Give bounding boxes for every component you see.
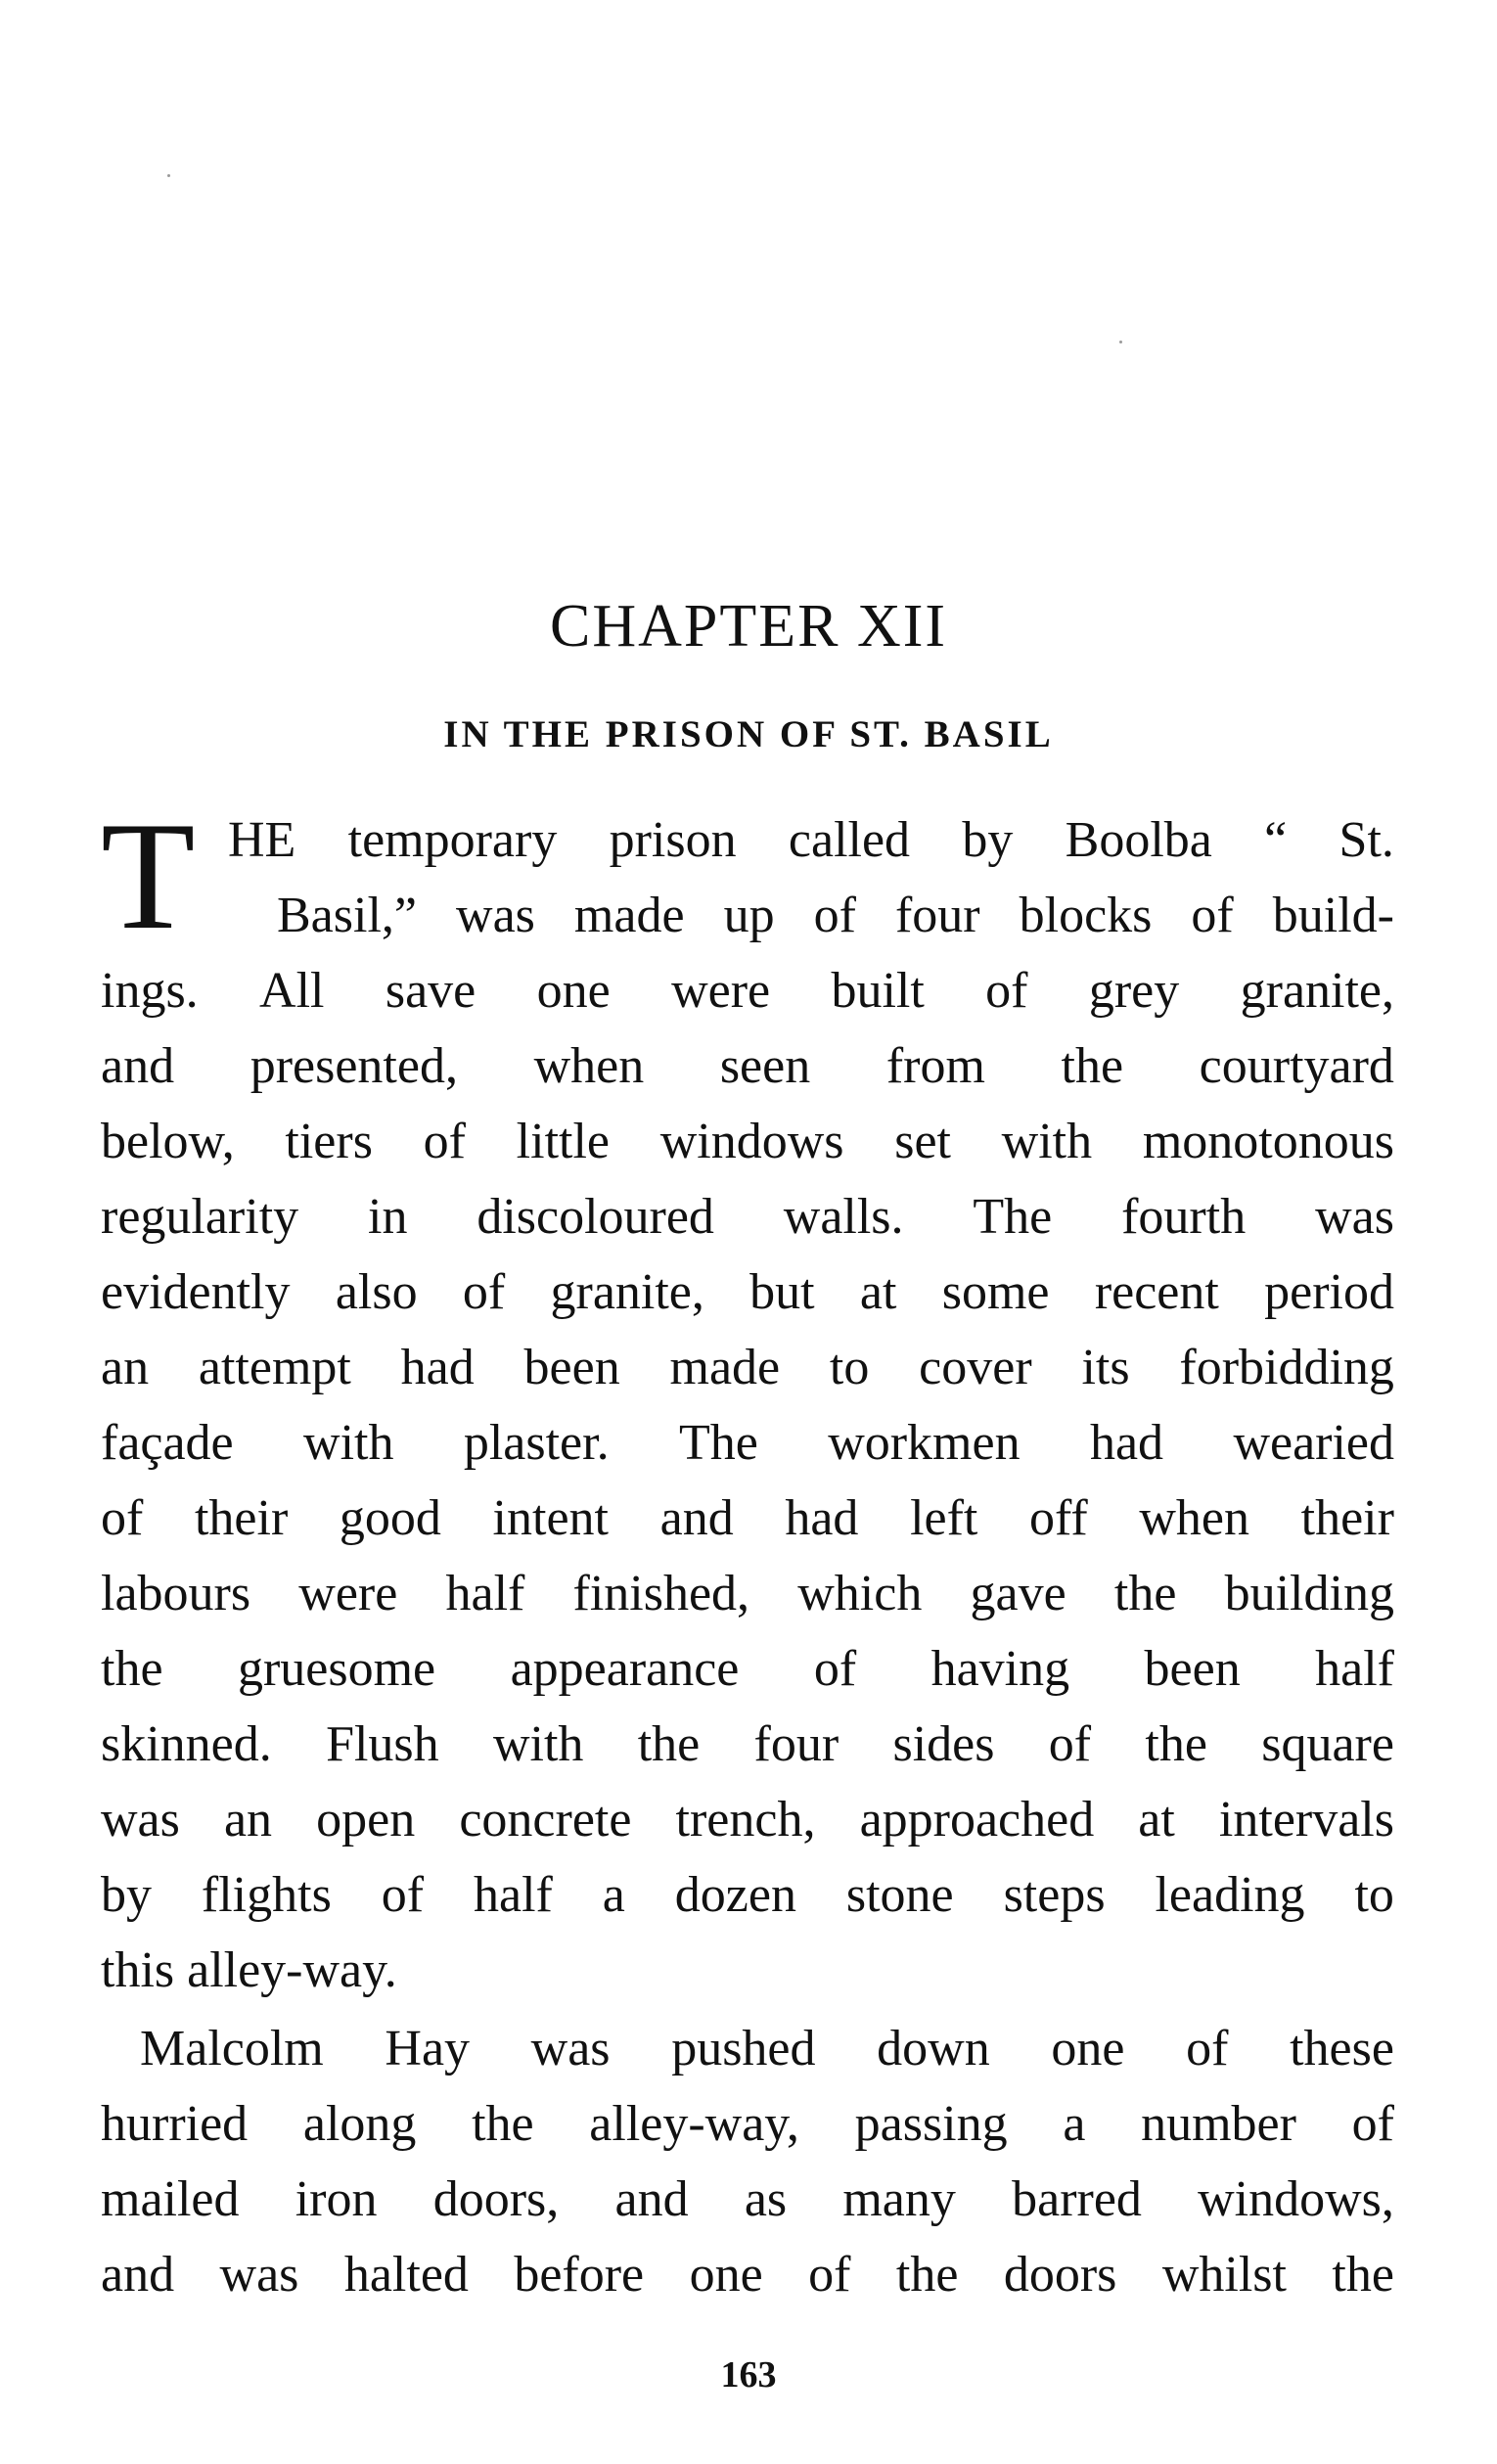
word: concrete: [459, 1792, 632, 1848]
text-line: [101, 1707, 1394, 1782]
word: called: [788, 812, 911, 868]
word: build-: [1272, 888, 1394, 943]
word: of: [1048, 1716, 1092, 1772]
text-line: [101, 1104, 1394, 1179]
word: before: [514, 2247, 645, 2303]
word: was: [456, 888, 535, 943]
text-line: [101, 802, 1394, 878]
word: save: [385, 963, 476, 1019]
word: of: [1351, 2096, 1394, 2152]
page-number: 163: [720, 2354, 777, 2396]
paper-speck: [167, 174, 170, 177]
word: when: [1139, 1490, 1249, 1546]
word: the: [472, 2096, 534, 2152]
word: The: [973, 1189, 1053, 1245]
word: one: [1051, 2021, 1125, 2076]
word: gruesome: [237, 1641, 436, 1697]
word: had: [1089, 1415, 1164, 1471]
word: which: [797, 1566, 923, 1621]
word: of: [813, 888, 856, 943]
word: had: [785, 1490, 859, 1546]
text-line: [101, 1857, 1394, 1933]
word: made: [669, 1340, 781, 1395]
word: made: [573, 888, 685, 943]
word: had: [400, 1340, 475, 1395]
word: half: [1315, 1641, 1394, 1697]
body-text: [101, 791, 1394, 2312]
word: gave: [970, 1566, 1066, 1621]
word: square: [1261, 1716, 1394, 1772]
paragraph-1: [101, 791, 1394, 2008]
word: of: [381, 1867, 425, 1923]
word: by: [101, 1867, 152, 1923]
word: Basil,”: [277, 888, 417, 943]
word: half: [474, 1867, 553, 1923]
word: doors: [1003, 2247, 1117, 2303]
text-line: [101, 1179, 1394, 1255]
text-line: [101, 1782, 1394, 1857]
chapter-title: CHAPTER XII: [549, 593, 948, 660]
word: off: [1029, 1490, 1088, 1546]
text-line: [101, 2086, 1394, 2162]
word: of: [423, 1114, 466, 1169]
word: been: [1144, 1641, 1241, 1697]
word: one: [689, 2247, 763, 2303]
word: plaster.: [463, 1415, 610, 1471]
word: their: [194, 1490, 289, 1546]
word: built: [831, 963, 925, 1019]
word: courtyard: [1199, 1038, 1394, 1094]
word: Malcolm: [140, 2021, 324, 2076]
word: four: [753, 1716, 839, 1772]
word: along: [302, 2096, 417, 2152]
word: Boolba: [1065, 812, 1212, 868]
word: ings.: [101, 963, 199, 1019]
text-line: [101, 878, 1394, 953]
word: regularity: [101, 1189, 299, 1245]
word: stone: [845, 1867, 954, 1923]
word: little: [516, 1114, 610, 1169]
word: to: [829, 1340, 870, 1395]
word: and: [614, 2171, 689, 2227]
word: four: [894, 888, 980, 943]
text-line: [101, 1556, 1394, 1631]
word: seen: [719, 1038, 811, 1094]
word: was: [219, 2247, 299, 2303]
word: building: [1224, 1566, 1394, 1621]
word: attempt: [198, 1340, 351, 1395]
word: prison: [609, 812, 737, 868]
text-line: [101, 1028, 1394, 1104]
text-line: [101, 1255, 1394, 1330]
word: windows,: [1198, 2171, 1394, 2227]
word: blocks: [1019, 888, 1153, 943]
word: good: [339, 1490, 441, 1546]
text-line: [101, 1405, 1394, 1481]
word: of: [101, 1490, 144, 1546]
word: of: [813, 1641, 857, 1697]
word: granite,: [550, 1264, 704, 1320]
word: skinned.: [101, 1716, 272, 1772]
word: finished,: [572, 1566, 750, 1621]
paragraph-2: [101, 2011, 1394, 2312]
word: sides: [892, 1716, 995, 1772]
word: Hay: [385, 2021, 471, 2076]
word: its: [1081, 1340, 1130, 1395]
word: evidently: [101, 1264, 291, 1320]
word: as: [744, 2171, 788, 2227]
word: of: [808, 2247, 851, 2303]
word: number: [1141, 2096, 1296, 2152]
word: walls.: [783, 1189, 904, 1245]
word: intent: [492, 1490, 609, 1546]
drop-cap: T: [101, 791, 196, 962]
word: an: [223, 1792, 273, 1848]
word: an: [101, 1340, 150, 1395]
word: mailed: [101, 2171, 240, 2227]
word: alley-way,: [589, 2096, 799, 2152]
word: but: [749, 1264, 815, 1320]
word: at: [1138, 1792, 1175, 1848]
word: recent: [1094, 1264, 1219, 1320]
word: St.: [1338, 812, 1394, 868]
word: a: [602, 1867, 625, 1923]
word: grey: [1088, 963, 1180, 1019]
word: was: [1315, 1189, 1394, 1245]
word: pushed: [671, 2021, 816, 2076]
word: iron: [295, 2171, 378, 2227]
word: many: [842, 2171, 956, 2227]
word: All: [259, 963, 325, 1019]
text-line: [101, 953, 1394, 1028]
word: trench,: [675, 1792, 816, 1848]
text-line: this alley-way.: [101, 1942, 397, 1998]
word: of: [985, 963, 1028, 1019]
word: cover: [919, 1340, 1032, 1395]
word: left: [910, 1490, 978, 1546]
word: with: [303, 1415, 394, 1471]
word: approached: [859, 1792, 1095, 1848]
word: leading: [1155, 1867, 1305, 1923]
word: the: [1145, 1716, 1207, 1772]
text-line: [101, 2237, 1394, 2312]
word: labours: [101, 1566, 251, 1621]
word: and: [659, 1490, 734, 1546]
word: granite,: [1240, 963, 1394, 1019]
text-line: [101, 1481, 1394, 1556]
word: workmen: [828, 1415, 1021, 1471]
word: the: [1061, 1038, 1124, 1094]
word: set: [894, 1114, 951, 1169]
word: the: [1332, 2247, 1394, 2303]
word: was: [530, 2021, 611, 2076]
word: their: [1300, 1490, 1394, 1546]
word: barred: [1012, 2171, 1142, 2227]
word: appearance: [510, 1641, 740, 1697]
chapter-subtitle: IN THE PRISON OF ST. BASIL: [443, 713, 1054, 755]
word: dozen: [674, 1867, 796, 1923]
word: also: [335, 1264, 418, 1320]
word: and: [101, 2247, 175, 2303]
word: the: [101, 1641, 163, 1697]
word: was: [101, 1792, 180, 1848]
word: having: [930, 1641, 1070, 1697]
word: halted: [343, 2247, 469, 2303]
word: some: [941, 1264, 1050, 1320]
word: with: [492, 1716, 584, 1772]
word: open: [316, 1792, 416, 1848]
word: and: [101, 1038, 175, 1094]
word: to: [1354, 1867, 1394, 1923]
word: hurried: [101, 2096, 249, 2152]
word: intervals: [1218, 1792, 1394, 1848]
text-line: [101, 1330, 1394, 1405]
word: façade: [101, 1415, 234, 1471]
word: fourth: [1121, 1189, 1247, 1245]
word: the: [895, 2247, 959, 2303]
word: down: [877, 2021, 990, 2076]
word: tiers: [285, 1114, 373, 1169]
word: wearied: [1233, 1415, 1394, 1471]
word: flights: [201, 1867, 332, 1923]
word: The: [678, 1415, 758, 1471]
word: with: [1001, 1114, 1093, 1169]
word: whilst: [1161, 2247, 1287, 2303]
word: by: [962, 812, 1014, 868]
word: of: [462, 1264, 506, 1320]
word: were: [671, 963, 771, 1019]
text-line: [101, 1631, 1394, 1707]
word: period: [1264, 1264, 1394, 1320]
word: steps: [1003, 1867, 1106, 1923]
paper-speck: [1119, 341, 1122, 343]
word: the: [637, 1716, 701, 1772]
word: the: [1113, 1566, 1177, 1621]
word: of: [1191, 888, 1234, 943]
word: forbidding: [1179, 1340, 1394, 1395]
word: temporary: [347, 812, 558, 868]
text-line: [101, 2162, 1394, 2237]
word: from: [885, 1038, 985, 1094]
word: Flush: [326, 1716, 439, 1772]
word: windows: [659, 1114, 844, 1169]
word: when: [533, 1038, 645, 1094]
word: one: [536, 963, 611, 1019]
word: up: [723, 888, 775, 943]
word: been: [523, 1340, 620, 1395]
word: were: [298, 1566, 398, 1621]
word: doors,: [432, 2171, 560, 2227]
word: half: [445, 1566, 525, 1621]
word: passing: [854, 2096, 1008, 2152]
word: these: [1290, 2021, 1394, 2076]
word: monotonous: [1142, 1114, 1394, 1169]
word: discoloured: [476, 1189, 714, 1245]
word: below,: [101, 1114, 235, 1169]
word: in: [368, 1189, 408, 1245]
word: of: [1186, 2021, 1229, 2076]
text-line: [101, 2011, 1394, 2086]
word: “: [1264, 812, 1288, 868]
word: at: [859, 1264, 897, 1320]
word: presented,: [250, 1038, 458, 1094]
word: HE: [228, 812, 296, 868]
word: a: [1063, 2096, 1086, 2152]
